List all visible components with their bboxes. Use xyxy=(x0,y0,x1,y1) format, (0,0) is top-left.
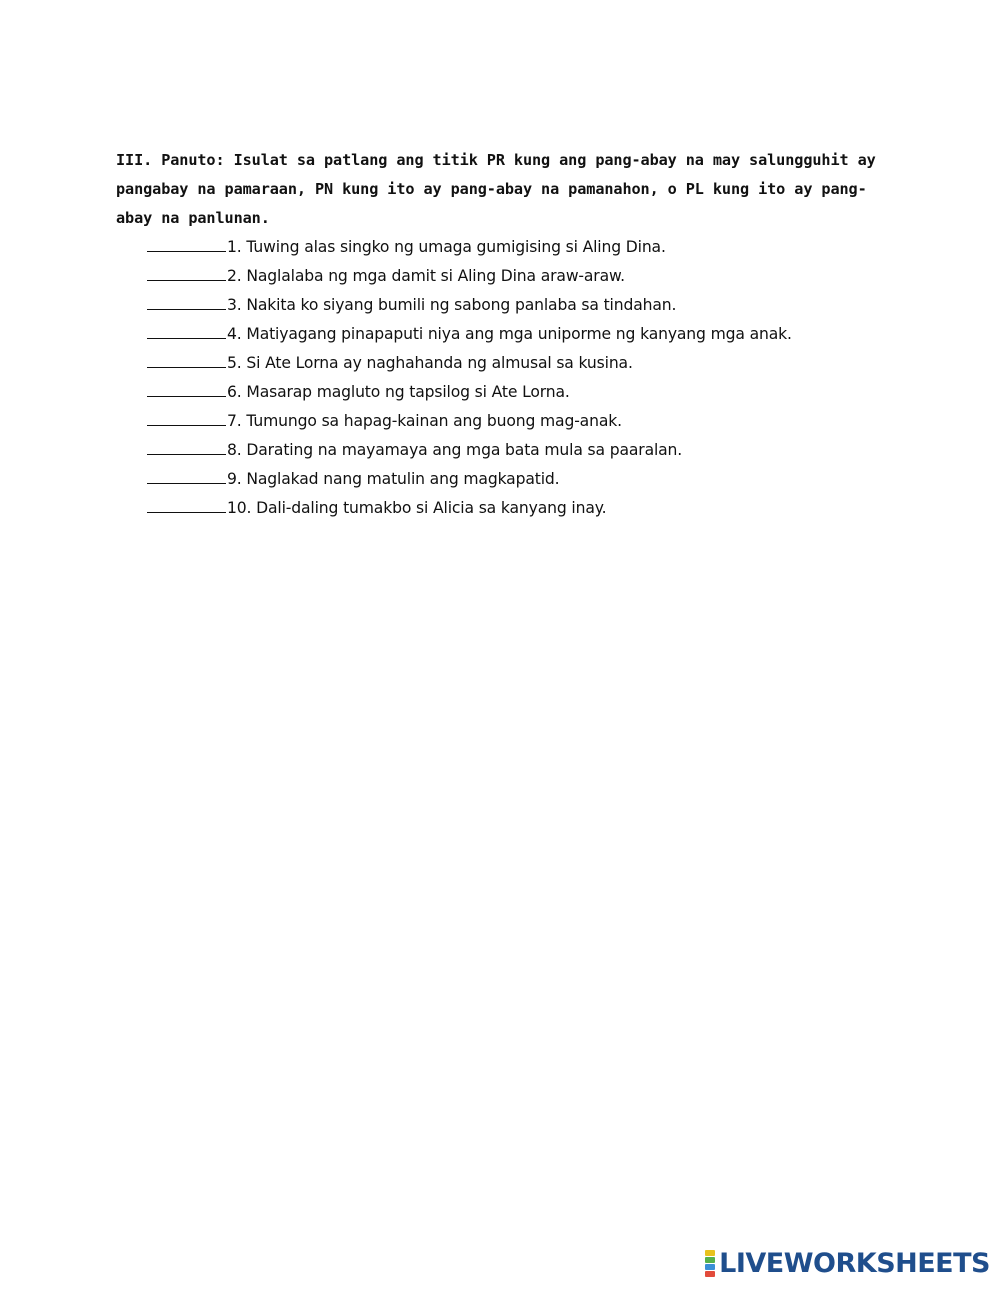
list-item xyxy=(147,289,792,318)
answer-blank[interactable] xyxy=(147,405,226,426)
list-item xyxy=(147,231,792,260)
answer-blank[interactable] xyxy=(147,376,226,397)
list-item xyxy=(147,347,792,376)
logo-block xyxy=(705,1250,715,1256)
item-text: 6. Masarap magluto ng tapsilog si Ate Lorna. xyxy=(227,383,570,401)
answer-blank[interactable] xyxy=(147,231,226,252)
list-item xyxy=(147,492,792,521)
answer-blank[interactable] xyxy=(147,347,226,368)
logo-text: LIVEWORKSHEETS xyxy=(719,1248,990,1279)
exercise-list xyxy=(147,231,792,521)
answer-blank[interactable] xyxy=(147,434,226,455)
item-text: 2. Naglalaba ng mga damit si Aling Dina araw-araw. xyxy=(227,267,625,285)
item-text: 9. Naglakad nang matulin ang magkapatid. xyxy=(227,470,560,488)
list-item xyxy=(147,405,792,434)
item-text: 10. Dali-daling tumakbo si Alicia sa kanyang inay. xyxy=(227,499,607,517)
item-text: 3. Nakita ko siyang bumili ng sabong panlaba sa tindahan. xyxy=(227,296,677,314)
answer-blank[interactable] xyxy=(147,492,226,513)
list-item xyxy=(147,463,792,492)
item-text: 7. Tumungo sa hapag-kainan ang buong mag-anak. xyxy=(227,412,622,430)
logo-blocks-icon xyxy=(705,1250,715,1277)
logo-block xyxy=(705,1257,715,1263)
item-text: 4. Matiyagang pinapaputi niya ang mga uniporme ng kanyang mga anak. xyxy=(227,325,792,343)
logo-block xyxy=(705,1271,715,1277)
logo-block xyxy=(705,1264,715,1270)
liveworksheets-logo xyxy=(705,1248,990,1279)
instructions-text: III. Panuto: Isulat sa patlang ang titik PR kung ang pang-abay na may salungguhit ay pangabay na pamaraan, PN kung ito ay pang-abay na pamanahon, o PL kung ito ay pang-abay na panlunan. xyxy=(116,151,876,227)
item-text: 5. Si Ate Lorna ay naghahanda ng almusal sa kusina. xyxy=(227,354,633,372)
answer-blank[interactable] xyxy=(147,463,226,484)
item-text: 1. Tuwing alas singko ng umaga gumigising si Aling Dina. xyxy=(227,238,666,256)
item-text: 8. Darating na mayamaya ang mga bata mula sa paaralan. xyxy=(227,441,683,459)
answer-blank[interactable] xyxy=(147,260,226,281)
list-item xyxy=(147,260,792,289)
answer-blank[interactable] xyxy=(147,318,226,339)
answer-blank[interactable] xyxy=(147,289,226,310)
list-item xyxy=(147,434,792,463)
list-item xyxy=(147,318,792,347)
list-item xyxy=(147,376,792,405)
